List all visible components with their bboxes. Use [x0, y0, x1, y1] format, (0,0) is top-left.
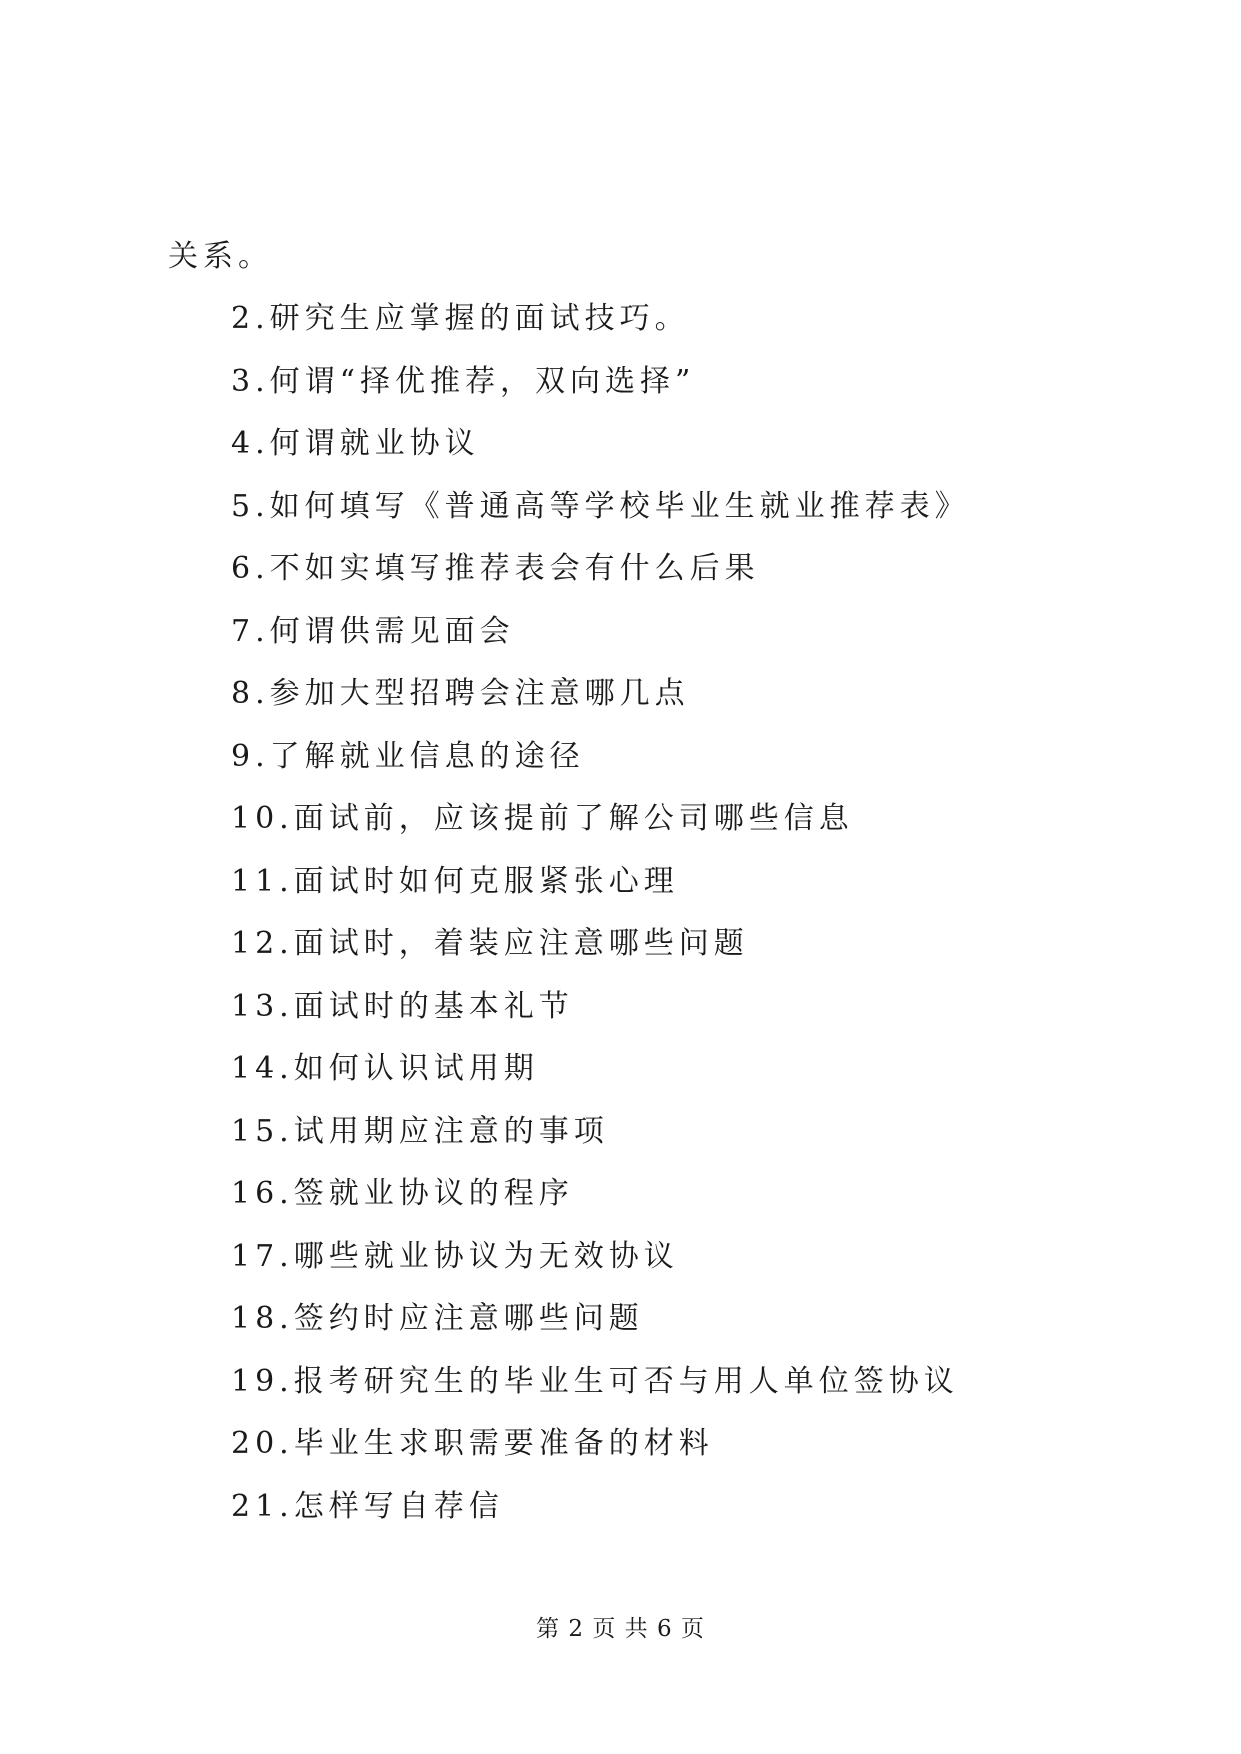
page-footer: 第 2 页 共 6 页 — [536, 1616, 705, 1642]
list-item: 7.何谓供需见面会 — [231, 613, 515, 649]
list-item: 9.了解就业信息的途径 — [231, 738, 585, 774]
list-item: 21.怎样写自荐信 — [231, 1488, 504, 1524]
list-item: 13.面试时的基本礼节 — [231, 988, 574, 1024]
list-item: 3.何谓“择优推荐，双向选择” — [231, 363, 696, 399]
list-item: 5.如何填写《普通高等学校毕业生就业推荐表》 — [231, 488, 970, 524]
list-item: 10.面试前，应该提前了解公司哪些信息 — [231, 801, 854, 836]
list-item: 16.签就业协议的程序 — [231, 1176, 574, 1211]
list-item: 4.何谓就业协议 — [231, 426, 480, 461]
list-item: 11.面试时如何克服紧张心理 — [231, 863, 679, 899]
list-item: 8.参加大型招聘会注意哪几点 — [231, 676, 690, 711]
list-item: 17.哪些就业协议为无效协议 — [231, 1238, 679, 1274]
question-list — [231, 299, 970, 1549]
list-item: 20.毕业生求职需要准备的材料 — [231, 1426, 714, 1461]
list-item: 15.试用期应注意的事项 — [231, 1113, 609, 1149]
list-item: 12.面试时，着装应注意哪些问题 — [231, 926, 749, 961]
list-item: 14.如何认识试用期 — [231, 1051, 539, 1086]
list-item: 6.不如实填写推荐表会有什么后果 — [231, 551, 760, 586]
continuation-text: 关系。 — [168, 239, 273, 274]
list-item: 2.研究生应掌握的面试技巧。 — [231, 301, 690, 336]
list-item: 19.报考研究生的毕业生可否与用人单位签协议 — [231, 1363, 959, 1399]
list-item: 18.签约时应注意哪些问题 — [231, 1301, 644, 1336]
